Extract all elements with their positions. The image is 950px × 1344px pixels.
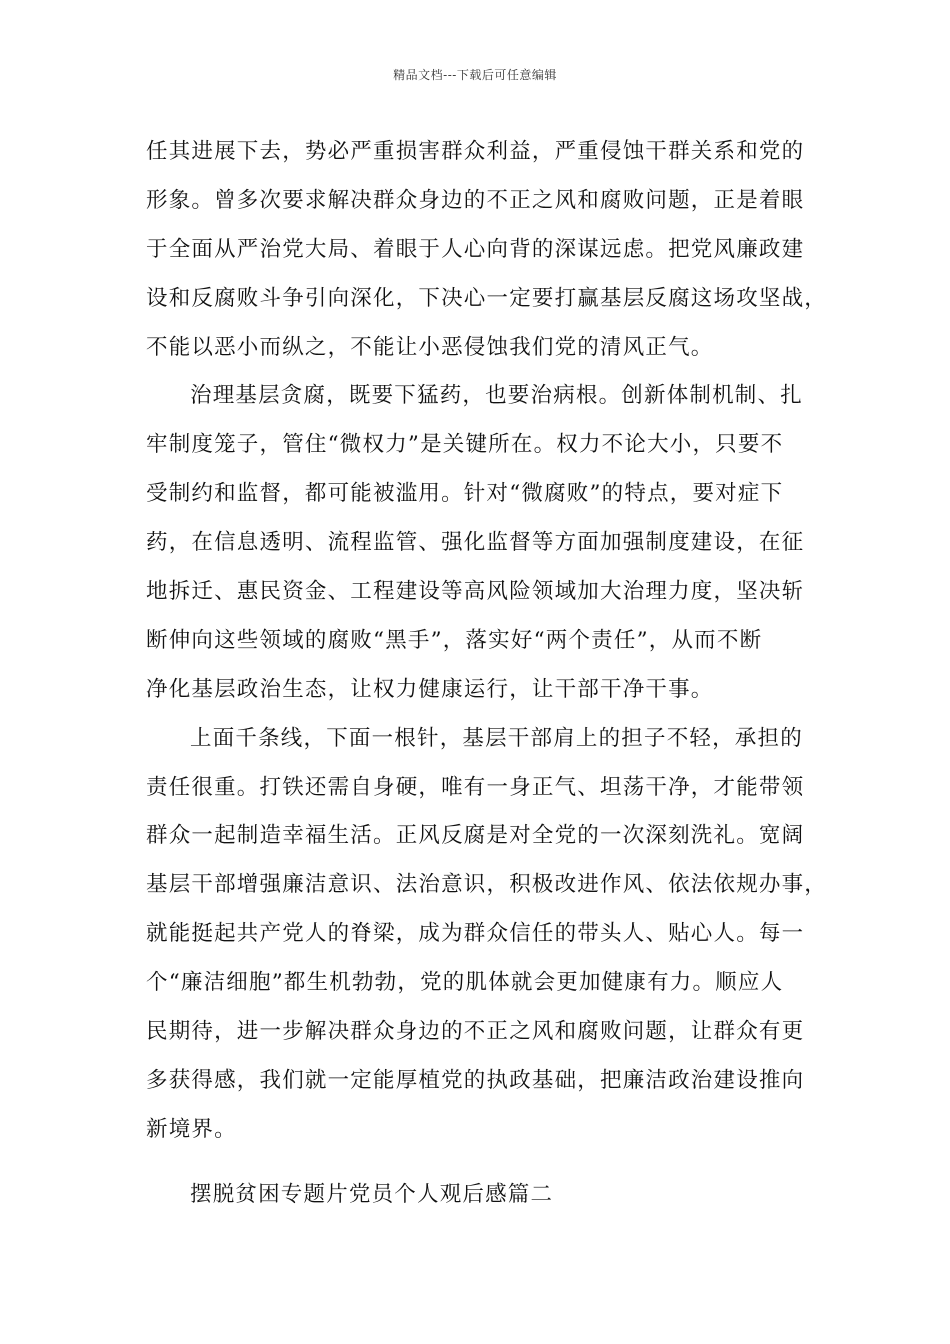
body-line: 群众一起制造幸福生活。正风反腐是对全党的一次深刻洗礼。宽阔 — [146, 823, 805, 849]
body-line: 净化基层政治生态，让权力健康运行，让干部干净干事。 — [146, 676, 714, 702]
body-line: 牢制度笼子，管住“微权力”是关键所在。权力不论大小，只要不 — [146, 432, 784, 458]
body-line: 新境界。 — [146, 1116, 237, 1142]
body-line: 断伸向这些领域的腐败“黑手”，落实好“两个责任”，从而不断 — [146, 627, 763, 653]
body-line: 个“廉洁细胞”都生机勃勃，党的肌体就会更加健康有力。顺应人 — [146, 970, 784, 996]
body-line: 民期待，进一步解决群众身边的不正之风和腐败问题，让群众有更 — [146, 1019, 805, 1045]
body-line: 于全面从严治党大局、着眼于人心向背的深谋远虑。把党风廉政建 — [146, 236, 805, 262]
body-line: 不能以恶小而纵之，不能让小恶侵蚀我们党的清风正气。 — [146, 334, 714, 360]
body-line: 药，在信息透明、流程监管、强化监督等方面加强制度建设，在征 — [146, 530, 805, 556]
body-line: 就能挺起共产党人的脊梁，成为群众信任的带头人、贴心人。每一 — [146, 921, 805, 947]
body-line: 受制约和监督，都可能被滥用。针对“微腐败”的特点，要对症下 — [146, 481, 784, 507]
body-line: 基层干部增强廉洁意识、法治意识，积极改进作风、依法依规办事， — [146, 872, 828, 898]
body-line: 地拆迁、惠民资金、工程建设等高风险领域加大治理力度，坚决斩 — [146, 579, 805, 605]
body-line: 任其进展下去，势必严重损害群众利益，严重侵蚀干群关系和党的 — [146, 139, 805, 164]
document-body — [146, 128, 828, 1220]
paragraph-start-line: 上面千条线，下面一根针，基层干部肩上的担子不轻，承担的 — [190, 725, 803, 751]
body-line: 多获得感，我们就一定能厚植党的执政基础，把廉洁政治建设推向 — [146, 1067, 805, 1093]
body-line: 形象。曾多次要求解决群众身边的不正之风和腐败问题，正是着眼 — [146, 187, 805, 213]
body-line: 设和反腐败斗争引向深化，下决心一定要打赢基层反腐这场攻坚战， — [146, 285, 828, 311]
section-heading: 摆脱贫困专题片党员个人观后感篇二 — [190, 1181, 554, 1207]
paragraph-start-line: 治理基层贪腐，既要下猛药，也要治病根。创新体制机制、扎 — [190, 383, 803, 409]
body-line: 责任很重。打铁还需自身硬，唯有一身正气、坦荡干净，才能带领 — [146, 774, 805, 800]
page-header: 精品文档---下载后可任意编辑 — [393, 68, 557, 82]
